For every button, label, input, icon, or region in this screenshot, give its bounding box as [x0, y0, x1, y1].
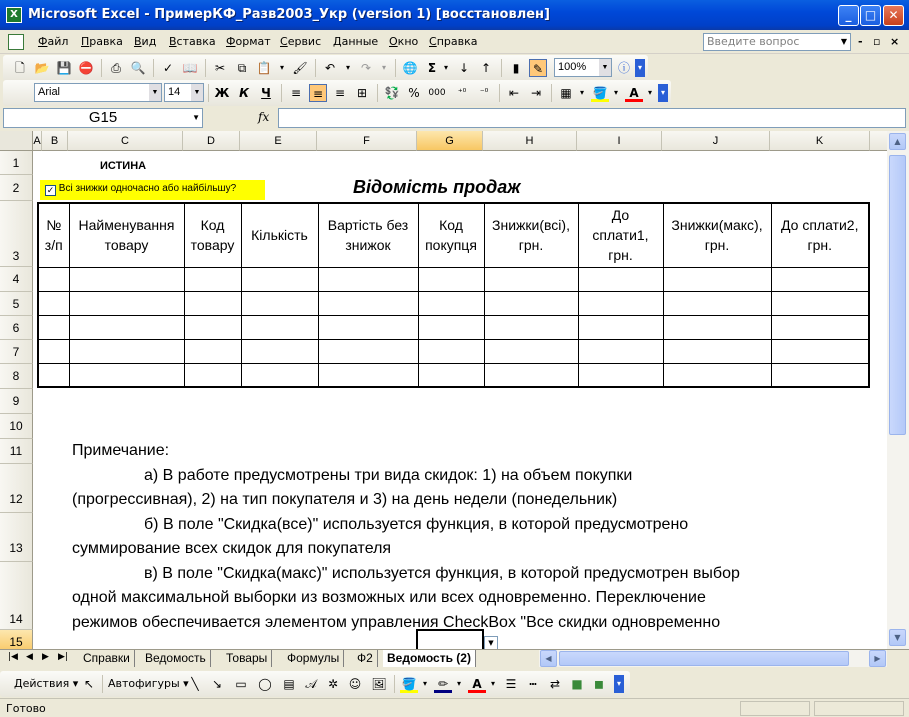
header-label: Найменування товару: [78, 217, 175, 254]
row-header-15[interactable]: 15: [0, 630, 33, 649]
help-icon[interactable]: ⓘ: [617, 61, 630, 75]
italic-button[interactable]: К: [239, 86, 249, 100]
open-icon[interactable]: 📂: [34, 61, 50, 75]
chevron-down-icon[interactable]: ▾: [345, 63, 350, 72]
menu-data[interactable]: Данные: [333, 35, 379, 48]
column-header-b[interactable]: B: [42, 131, 68, 151]
maximize-button[interactable]: □: [860, 5, 881, 26]
horizontal-scroll-thumb[interactable]: [559, 651, 849, 666]
toolbar-options-icon[interactable]: ▾: [658, 84, 668, 102]
row-header-13[interactable]: 13: [0, 513, 33, 562]
table-cell[interactable]: [578, 363, 663, 387]
table-cell[interactable]: [69, 363, 184, 387]
diagram-icon[interactable]: ✲: [327, 677, 339, 691]
column-header-l[interactable]: [870, 131, 887, 151]
table-cell[interactable]: [771, 363, 869, 387]
table-cell[interactable]: [38, 291, 69, 315]
table-cell[interactable]: [241, 291, 318, 315]
header-cell-discounts-all[interactable]: [484, 203, 578, 267]
font-color-icon[interactable]: A: [625, 84, 643, 102]
row-header-3[interactable]: 3: [0, 201, 33, 267]
scroll-left-icon[interactable]: ◀: [540, 650, 557, 667]
sheet-title: Відомість продаж: [353, 177, 521, 197]
table-cell[interactable]: [578, 315, 663, 339]
row-header-4[interactable]: 4: [0, 267, 33, 292]
notes-heading: Примечание:: [72, 442, 170, 459]
table-cell[interactable]: [184, 267, 241, 291]
wordart-icon[interactable]: 𝒜: [305, 677, 317, 691]
cut-icon[interactable]: ✂: [214, 61, 226, 75]
row-header-12[interactable]: 12: [0, 464, 33, 513]
status-panel: [740, 701, 810, 716]
table-row: [38, 339, 869, 363]
drawing-toolbar: [0, 671, 630, 697]
table-cell[interactable]: [663, 267, 771, 291]
table-cell[interactable]: [318, 363, 418, 387]
autosum-icon[interactable]: Σ: [427, 61, 437, 75]
header-cell-product-name[interactable]: [69, 203, 184, 267]
permission-icon[interactable]: ⛔: [78, 61, 94, 75]
table-cell[interactable]: [241, 363, 318, 387]
table-cell[interactable]: [578, 267, 663, 291]
table-cell[interactable]: [418, 267, 484, 291]
spelling-icon[interactable]: ✓: [162, 61, 174, 75]
chevron-down-icon: ▼: [191, 84, 203, 101]
font-value: Arial: [38, 86, 61, 98]
excel-app-icon[interactable]: X: [6, 7, 22, 23]
paste-icon[interactable]: 📋: [256, 61, 272, 75]
scroll-right-icon[interactable]: ▶: [869, 650, 886, 667]
sheet-tab-spravki[interactable]: Справки: [79, 650, 135, 667]
worksheet-grid[interactable]: [0, 131, 887, 649]
table-cell[interactable]: [484, 363, 578, 387]
checkbox-label: Всі знижки одночасно або найбільшу?: [58, 183, 237, 194]
hyperlink-icon[interactable]: 🌐: [402, 61, 418, 75]
table-cell[interactable]: [69, 267, 184, 291]
fill-color-icon[interactable]: 🪣: [401, 677, 417, 691]
table-cell[interactable]: [484, 315, 578, 339]
ask-question-input[interactable]: Введите вопрос: [703, 33, 851, 51]
column-header-i[interactable]: I: [577, 131, 662, 151]
note-c-line: в) В поле "Скидка(макс)" используется функция, в которой предусмотрен выбор: [144, 564, 740, 582]
window-title: Microsoft Excel - ПримерКФ_Разв2003_Укр (version 1) [восстановлен]: [28, 7, 550, 22]
note-c-line: одной максимальной выборки из возможных или всех одновременно. Переключение: [72, 589, 706, 606]
active-cell-g15[interactable]: [416, 629, 484, 649]
name-box[interactable]: [3, 108, 203, 128]
align-left-icon[interactable]: ≡: [290, 86, 302, 100]
shadow-style-icon[interactable]: ■: [571, 677, 583, 691]
table-cell[interactable]: [771, 267, 869, 291]
table-cell[interactable]: [318, 291, 418, 315]
table-cell[interactable]: [663, 363, 771, 387]
sheet-tab-f2[interactable]: Ф2: [353, 650, 378, 667]
header-label: Код покупця: [425, 217, 477, 254]
chevron-down-icon[interactable]: ▾: [443, 63, 448, 72]
comma-style-button[interactable]: 000: [428, 88, 446, 98]
table-cell[interactable]: [38, 339, 69, 363]
table-cell[interactable]: [69, 315, 184, 339]
table-cell[interactable]: [578, 291, 663, 315]
toolbar-options-icon[interactable]: ▾: [614, 675, 624, 693]
picture-icon[interactable]: 🖼: [371, 677, 387, 691]
font-color-icon[interactable]: A: [468, 675, 486, 693]
table-cell[interactable]: [38, 267, 69, 291]
menu-format[interactable]: Формат: [226, 35, 271, 48]
dash-style-icon[interactable]: ┅: [529, 677, 537, 691]
mdi-restore-button[interactable]: ▫: [873, 35, 881, 48]
font-select[interactable]: [34, 83, 162, 102]
note-b-line: суммирование всех скидок для покупателя: [72, 540, 392, 557]
name-box-value: G15: [88, 109, 118, 126]
header-label: Код товару: [190, 217, 235, 254]
table-cell[interactable]: [184, 339, 241, 363]
header-cell-product-code[interactable]: [184, 203, 241, 267]
table-cell[interactable]: [418, 291, 484, 315]
autoshapes-menu[interactable]: Автофигуры ▾: [108, 677, 189, 690]
table-header-row: [38, 203, 869, 267]
text-box-icon[interactable]: ▤: [283, 677, 295, 691]
column-header-g[interactable]: G: [417, 131, 483, 151]
horizontal-scrollbar[interactable]: [539, 650, 887, 667]
table-cell[interactable]: [38, 363, 69, 387]
row-header-8[interactable]: 8: [0, 364, 33, 389]
currency-icon[interactable]: 💱: [384, 86, 400, 100]
table-row: [38, 315, 869, 339]
table-cell[interactable]: [771, 339, 869, 363]
table-cell[interactable]: [318, 267, 418, 291]
table-cell[interactable]: [484, 291, 578, 315]
increase-decimal-icon[interactable]: ⁺⁰: [457, 88, 467, 98]
line-style-icon[interactable]: ☰: [505, 677, 517, 691]
header-label: До сплати1, грн.: [592, 207, 649, 264]
chevron-down-icon[interactable]: ▼: [484, 636, 498, 649]
table-cell[interactable]: [241, 267, 318, 291]
note-b-line: б) В поле "Скидка(все)" используется функция, в которой предусмотрено: [144, 515, 689, 533]
all-discounts-checkbox[interactable]: [40, 180, 265, 200]
oval-icon[interactable]: ◯: [258, 677, 272, 691]
menu-tools[interactable]: Сервис: [280, 35, 322, 48]
zoom-select[interactable]: [554, 58, 612, 77]
redo-icon[interactable]: ↷: [360, 61, 372, 75]
vertical-scroll-thumb[interactable]: [889, 155, 906, 435]
clip-art-icon[interactable]: ☺: [348, 677, 362, 691]
research-icon[interactable]: 📖: [182, 61, 198, 75]
header-label: № з/п: [44, 217, 63, 254]
first-sheet-icon[interactable]: |◀: [8, 652, 18, 662]
row-header-14[interactable]: 14: [0, 562, 33, 630]
borders-icon[interactable]: ▦: [560, 86, 572, 100]
column-header-a[interactable]: A: [33, 131, 42, 151]
sales-table: [37, 202, 870, 388]
row-header-9[interactable]: 9: [0, 389, 33, 414]
header-label: Вартість без знижок: [327, 217, 409, 254]
header-label: Знижки(всі), грн.: [492, 217, 570, 254]
table-cell[interactable]: [418, 315, 484, 339]
header-label: До сплати2, грн.: [781, 217, 859, 254]
table-row: [38, 363, 869, 387]
next-sheet-icon[interactable]: ▶: [42, 652, 49, 662]
row-header-6[interactable]: 6: [0, 316, 33, 340]
scroll-up-icon[interactable]: ▲: [889, 133, 906, 150]
chevron-down-icon[interactable]: ▾: [613, 88, 618, 97]
table-cell[interactable]: [241, 339, 318, 363]
underline-button[interactable]: Ч: [261, 86, 271, 100]
table-row: [38, 267, 869, 291]
toolbar-options-icon[interactable]: ▾: [635, 59, 645, 77]
table-cell[interactable]: [318, 339, 418, 363]
chevron-down-icon: ▼: [149, 84, 161, 101]
rectangle-icon[interactable]: ▭: [235, 677, 247, 691]
note-a-line: а) В работе предусмотрены три вида скидок: 1) на объем покупки: [144, 466, 633, 484]
mdi-close-button[interactable]: ×: [890, 35, 900, 48]
row-header-11[interactable]: 11: [0, 439, 33, 464]
sheet-tab-tovary[interactable]: Товары: [222, 650, 272, 667]
header-label: Знижки(макс), грн.: [671, 217, 763, 254]
actions-menu[interactable]: Действия ▾: [14, 677, 79, 690]
column-header-k[interactable]: K: [770, 131, 870, 151]
title-bar: [0, 0, 909, 30]
decrease-decimal-icon[interactable]: ⁻⁰: [479, 88, 489, 98]
fill-color-icon[interactable]: 🪣: [592, 86, 608, 100]
chevron-down-icon[interactable]: ▾: [279, 63, 284, 72]
formula-bar: [0, 106, 909, 130]
status-text: Готово: [6, 702, 46, 715]
menu-window[interactable]: Окно: [389, 35, 419, 48]
table-cell[interactable]: [663, 291, 771, 315]
table-cell[interactable]: [38, 315, 69, 339]
align-right-icon[interactable]: ≡: [334, 86, 346, 100]
table-cell[interactable]: [484, 267, 578, 291]
header-label: Кількість: [251, 227, 308, 244]
line-color-icon[interactable]: ✏: [434, 675, 452, 693]
arrow-icon[interactable]: ↘: [211, 677, 223, 691]
row-header-10[interactable]: 10: [0, 414, 33, 439]
merge-center-icon[interactable]: ⊞: [356, 86, 368, 100]
font-size-value: 14: [168, 86, 181, 98]
table-cell[interactable]: [69, 291, 184, 315]
prev-sheet-icon[interactable]: ◀: [26, 652, 33, 662]
standard-toolbar: [3, 55, 648, 81]
note-c-line: режимов обеспечивается элементом управления CheckBox "Все скидки одновременно: [72, 613, 721, 631]
header-cell-price-no-discount[interactable]: [318, 203, 418, 267]
table-cell[interactable]: [184, 363, 241, 387]
table-cell[interactable]: [578, 339, 663, 363]
menu-view[interactable]: Вид: [134, 35, 157, 48]
checkbox-check-icon[interactable]: ✓: [46, 185, 55, 195]
table-cell[interactable]: [771, 291, 869, 315]
table-cell[interactable]: [484, 339, 578, 363]
chevron-down-icon[interactable]: ▾: [647, 88, 652, 97]
select-objects-icon[interactable]: ↖: [83, 677, 95, 691]
table-row: [38, 291, 869, 315]
chevron-down-icon[interactable]: ▾: [579, 88, 584, 97]
print-preview-icon[interactable]: 🔍: [130, 61, 146, 75]
sheet-tab-vedomost[interactable]: Ведомость: [141, 650, 211, 667]
note-a-line: (прогрессивная), 2) на тип покупателя и 3) на день недели (понедельник): [72, 491, 618, 508]
vertical-scrollbar[interactable]: [887, 131, 909, 649]
table-cell[interactable]: [184, 315, 241, 339]
table-cell[interactable]: [418, 339, 484, 363]
print-icon[interactable]: ⎙: [111, 61, 121, 75]
font-size-select[interactable]: [164, 83, 204, 102]
column-header-f[interactable]: F: [317, 131, 417, 151]
copy-icon[interactable]: ⧉: [237, 61, 247, 75]
new-icon[interactable]: 🗋: [15, 61, 25, 75]
line-icon[interactable]: ╲: [191, 677, 199, 691]
header-cell-number[interactable]: [38, 203, 69, 267]
increase-indent-icon[interactable]: ⇥: [530, 86, 542, 100]
header-cell-customer-code[interactable]: [418, 203, 484, 267]
table-cell[interactable]: [663, 315, 771, 339]
table-cell[interactable]: [418, 363, 484, 387]
row-header-2[interactable]: 2: [0, 175, 33, 201]
row-header-5[interactable]: 5: [0, 292, 33, 316]
zoom-value: 100%: [558, 61, 587, 73]
notes-block: [72, 439, 872, 635]
align-center-icon[interactable]: ≡: [309, 84, 327, 102]
formula-input[interactable]: [278, 108, 906, 128]
chart-wizard-icon[interactable]: ▮: [512, 61, 520, 75]
percent-button[interactable]: %: [408, 86, 420, 100]
column-header-h[interactable]: H: [483, 131, 577, 151]
row-header-7[interactable]: 7: [0, 340, 33, 364]
table-cell[interactable]: [771, 315, 869, 339]
chevron-down-icon[interactable]: ▾: [456, 679, 461, 688]
mdi-minimize-button[interactable]: -: [858, 35, 863, 48]
chevron-down-icon[interactable]: ▼: [192, 113, 200, 122]
close-button[interactable]: ✕: [883, 5, 904, 26]
sheet-tab-formuly[interactable]: Формулы: [283, 650, 344, 667]
format-painter-icon[interactable]: 🖌: [292, 61, 308, 75]
table-cell[interactable]: [184, 291, 241, 315]
header-cell-payable1[interactable]: [578, 203, 663, 267]
minimize-button[interactable]: _: [838, 5, 859, 26]
chevron-down-icon[interactable]: ▾: [381, 63, 386, 72]
column-header-j[interactable]: J: [662, 131, 770, 151]
column-header-c[interactable]: C: [68, 131, 183, 151]
bold-button[interactable]: Ж: [214, 86, 230, 100]
arrow-style-icon[interactable]: ⇄: [549, 677, 561, 691]
table-cell[interactable]: [318, 315, 418, 339]
header-cell-payable2[interactable]: [771, 203, 869, 267]
table-cell[interactable]: [69, 339, 184, 363]
menu-help[interactable]: Справка: [429, 35, 478, 48]
status-bar: [0, 698, 909, 717]
header-cell-discounts-max[interactable]: [663, 203, 771, 267]
sheet-tab-vedomost-2[interactable]: Ведомость (2): [383, 650, 476, 667]
menu-edit[interactable]: Правка: [81, 35, 123, 48]
sort-descending-icon[interactable]: ↑: [480, 61, 492, 75]
chevron-down-icon[interactable]: ▼: [840, 37, 848, 46]
status-panel: [814, 701, 904, 716]
column-header-d[interactable]: D: [183, 131, 240, 151]
last-sheet-icon[interactable]: ▶|: [58, 652, 68, 662]
row-header-1[interactable]: 1: [0, 151, 33, 175]
table-cell[interactable]: [663, 339, 771, 363]
scroll-down-icon[interactable]: ▼: [889, 629, 906, 646]
sort-ascending-icon[interactable]: ↓: [458, 61, 470, 75]
chevron-down-icon: ▼: [599, 59, 611, 76]
chevron-down-icon[interactable]: ▾: [422, 679, 427, 688]
menu-insert[interactable]: Вставка: [169, 35, 216, 48]
table-cell[interactable]: [241, 315, 318, 339]
menu-file[interactable]: Файл: [38, 35, 69, 48]
decrease-indent-icon[interactable]: ⇤: [508, 86, 520, 100]
undo-icon[interactable]: ↶: [324, 61, 336, 75]
3d-style-icon[interactable]: ◼: [594, 677, 604, 691]
insert-function-button[interactable]: fx: [258, 110, 270, 124]
save-icon[interactable]: 💾: [56, 61, 72, 75]
formatting-toolbar: [3, 80, 671, 106]
chevron-down-icon[interactable]: ▾: [490, 679, 495, 688]
document-icon[interactable]: [8, 34, 24, 50]
select-all-corner[interactable]: [0, 131, 33, 151]
drawing-icon[interactable]: ✎: [529, 59, 547, 77]
header-cell-quantity[interactable]: [241, 203, 318, 267]
cell-c1-value: ИСТИНА: [100, 160, 147, 172]
column-header-e[interactable]: E: [240, 131, 317, 151]
